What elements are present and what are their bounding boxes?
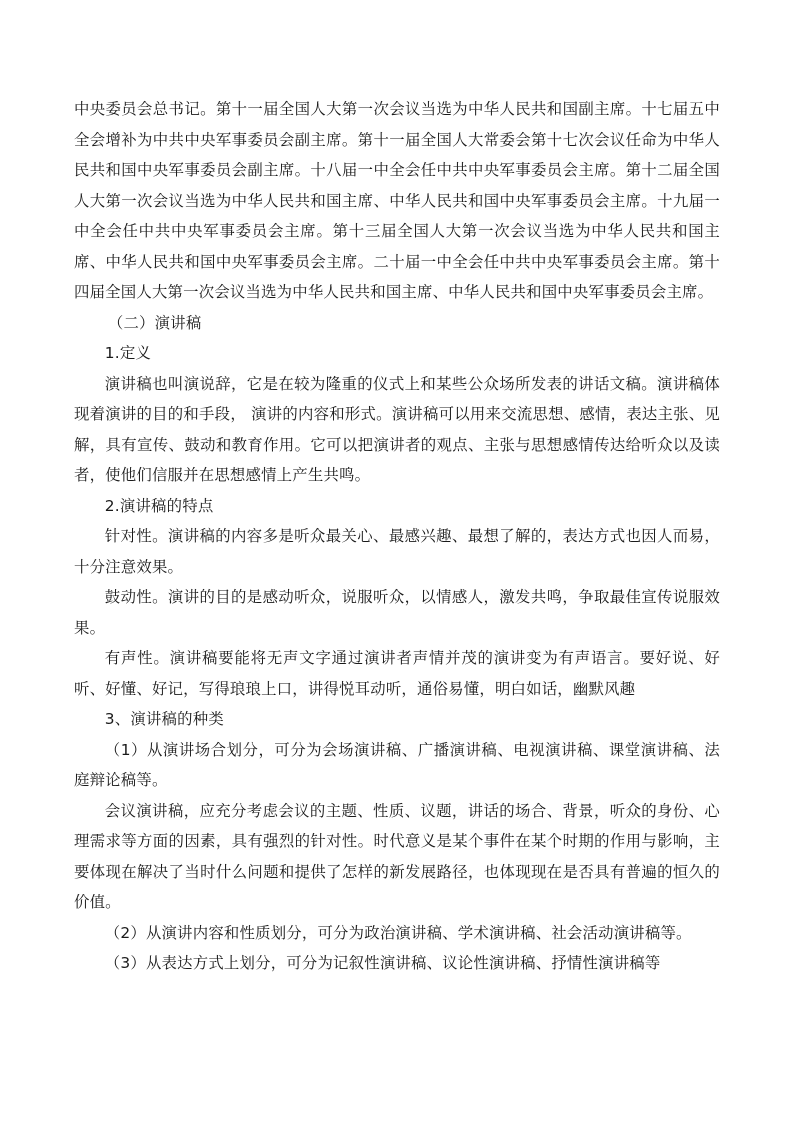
paragraph-agitation: 鼓动性。演讲的目的是感动听众，说服听众，以情感人，激发共鸣，争取最佳宣传说服效果。 <box>74 588 720 637</box>
paragraph-vocal: 有声性。演讲稿要能将无声文字通过演讲者声情并茂的演讲变为有声语言。要好说、好听、好懂、好记，写得琅琅上口，讲得悦耳动听，通俗易懂，明白如话，幽默风趣 <box>74 649 720 698</box>
document-page <box>74 94 720 979</box>
paragraph-meeting-speech: 会议演讲稿，应充分考虑会议的主题、性质、议题，讲话的场合、背景，听众的身份、心理需求等方面的因素，具有强烈的针对性。时代意义是某个事件在某个时期的作用与影响，主要体现在解决了当时什么问题和提供了怎样的新发展路径，也体现现在是否具有普遍的恒久的价值。 <box>74 801 720 911</box>
subheading-features: 2.演讲稿的特点 <box>104 496 214 515</box>
subheading-types: 3、演讲稿的种类 <box>104 710 224 728</box>
paragraph-pertinence: 针对性。演讲稿的内容多是听众最关心、最感兴趣、最想了解的，表达方式也因人而易，十分注意效果。 <box>74 527 720 576</box>
list-item-by-content: （2）从演讲内容和性质划分，可分为政治演讲稿、学术演讲稿、社会活动演讲稿等。 <box>104 923 692 942</box>
paragraph-definition: 演讲稿也叫演说辞，它是在较为隆重的仪式上和某些公众场所发表的讲话文稿。演讲稿体现着演讲的目的和手段， 演讲的内容和形式。演讲稿可以用来交流思想、感情，表达主张、见解，具有宣传、鼓动和教育作用。它可以把演讲者的观点、主张与思想感情传达给听众以及读者，使他们信服并在思想感情上产生共鸣。 <box>74 374 720 484</box>
list-item-by-occasion: （1）从演讲场合划分，可分为会场演讲稿、广播演讲稿、电视演讲稿、课堂演讲稿、法庭辩论稿等。 <box>74 740 720 789</box>
subheading-definition: 1.定义 <box>104 344 152 362</box>
section-heading-speech-draft: （二）演讲稿 <box>107 313 202 332</box>
body-paragraph-continuation: 中央委员会总书记。第十一届全国人大第一次会议当选为中华人民共和国副主席。十七届五中全会增补为中共中央军事委员会副主席。第十一届全国人大常委会第十七次会议任命为中华人民共和国中央军事委员会副主席。十八届一中全会任中共中央军事委员会主席。第十二届全国人大第一次会议当选为中华人民共和国主席、中华人民共和国中央军事委员会主席。十九届一中全会任中共中央军事委员会主席。第十三届全国人大第一次会议当选为中华人民共和国主席、中华人民共和国中央军事委员会主席。二十届一中全会任中共中央军事委员会主席。第十四届全国人大第一次会议当选为中华人民共和国主席、中华人民共和国中央军事委员会主席。 <box>74 100 720 301</box>
list-item-by-expression: （3）从表达方式上划分，可分为记叙性演讲稿、议论性演讲稿、抒情性演讲稿等 <box>104 954 661 972</box>
